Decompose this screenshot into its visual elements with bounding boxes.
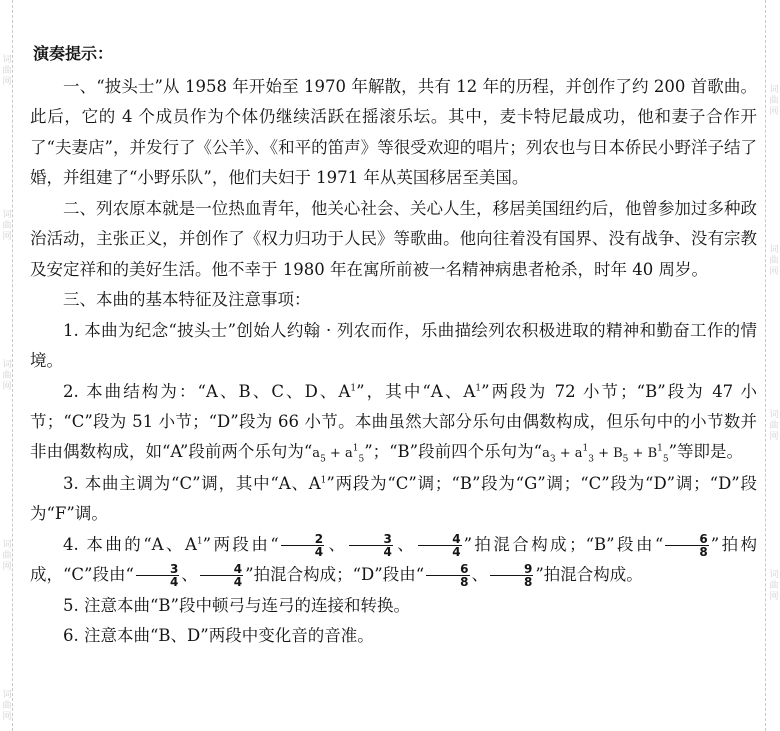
time-signature: $\frac{6}{8}$ bbox=[665, 533, 708, 558]
time-signature: $\frac{2}{4}$ bbox=[281, 533, 324, 558]
time-signature: $\frac{6}{8}$ bbox=[426, 563, 469, 588]
section-heading: 演奏提示： bbox=[33, 44, 114, 63]
paragraph-note-1: 1. 本曲为纪念“披头士”创始人约翰 · 列农而作，乐曲描绘列农积极进取的精神和勤奋工作的情境。 bbox=[30, 320, 757, 370]
paragraph-note-6: 6. 注意本曲“B、D”两段中变化音的音准。 bbox=[63, 626, 374, 645]
watermark-left: 词 曲 网 bbox=[2, 540, 12, 572]
watermark-left: 词 曲 网 bbox=[2, 360, 12, 392]
paragraph-note-5: 5. 注意本曲“B”段中顿弓与连弓的连接和转换。 bbox=[63, 595, 410, 615]
paragraph-history: 一、“披头士”从 1958 年开始至 1970 年解散，共有 12 年的历程，并创作了约 200 首歌曲。此后，它的 4 个成员作为个体仍继续活跃在摇滚乐坛。其中，麦卡特尼最成功，他和妻子合作开了“夫妻店”，并发行了《公羊》、《和平的笛声》等很受欢迎的唱片；列农也与日本侨民小野洋子结了婚，并组建了“小野乐队”，他们夫妇于 1971 年从英国移居至美国。 bbox=[30, 76, 757, 187]
watermark-right: 词 曲 网 bbox=[769, 85, 779, 117]
watermark-left: 词 曲 网 bbox=[2, 690, 12, 722]
paragraph-lennon: 二、列农原本就是一位热血青年，他关心社会、关心人生，移居美国纽约后，他曾参加过多种政治活动，主张正义，并创作了《权力归功于人民》等歌曲。他向往着没有国界、没有战争、没有宗教及安定祥和的美好生活。他不幸于 1980 年在寓所前被一名精神病患者枪杀，时年 40 周岁。 bbox=[30, 198, 757, 279]
time-signature: $\frac{3}{4}$ bbox=[349, 533, 392, 558]
watermark-right: 词 曲 网 bbox=[769, 245, 779, 277]
right-dashed-margin bbox=[765, 0, 766, 731]
paragraph-note-2: 2. 本曲结构为：“A、B、C、D、$A^1$”，其中“A、$A^1$”两段为 72 小节；“B”段为 47 小节；“C”段为 51 小节；“D”段为 66 小节。本曲虽然大部分乐句由偶数构成，但乐句中的小节数并非由偶数构成，如“A”段前两个乐句为“$a_5 + a^1_5$”；“B”段前四个乐句为“$a_3 + a^1_3 + B_5 + B^1_5$”等即是。 bbox=[30, 381, 758, 464]
watermark-right: 词 曲 网 bbox=[769, 410, 779, 442]
paragraph-note-3: 3. 本曲主调为“C”调，其中“A、$A^1$”两段为“C”调；“B”段为“G”调；“C”段为“D”调；“D”段为“F”调。 bbox=[30, 473, 757, 523]
watermark-right: 词 曲 网 bbox=[769, 570, 779, 602]
paragraph-note-4: 4. 本曲的“A、$A^1$”两段由“ $\frac{2}{4}$ 、 $\frac{3}{4}$ 、 $\frac{4}{4}$ ”拍混合构成；“B”段由“ $\frac{6}{8}$ ”拍构成，“C”段由“ $\frac{3}{4}$ 、 $\frac{4}{4}$ ”拍混合构成；“D”段由“ $\frac{6}{8}$ 、 $\frac{9}{8}$ ”拍混合构成。 bbox=[30, 531, 758, 589]
paragraph-features-title: 三、本曲的基本特征及注意事项： bbox=[63, 290, 311, 309]
time-signature: $\frac{4}{4}$ bbox=[200, 563, 243, 588]
watermark-left: 词 曲 网 bbox=[2, 210, 12, 242]
time-signature: $\frac{3}{4}$ bbox=[136, 563, 179, 588]
time-signature: $\frac{4}{4}$ bbox=[418, 533, 461, 558]
document-body bbox=[30, 39, 757, 652]
time-signature: $\frac{9}{8}$ bbox=[490, 563, 533, 588]
watermark-left: 词 曲 网 bbox=[2, 55, 12, 87]
